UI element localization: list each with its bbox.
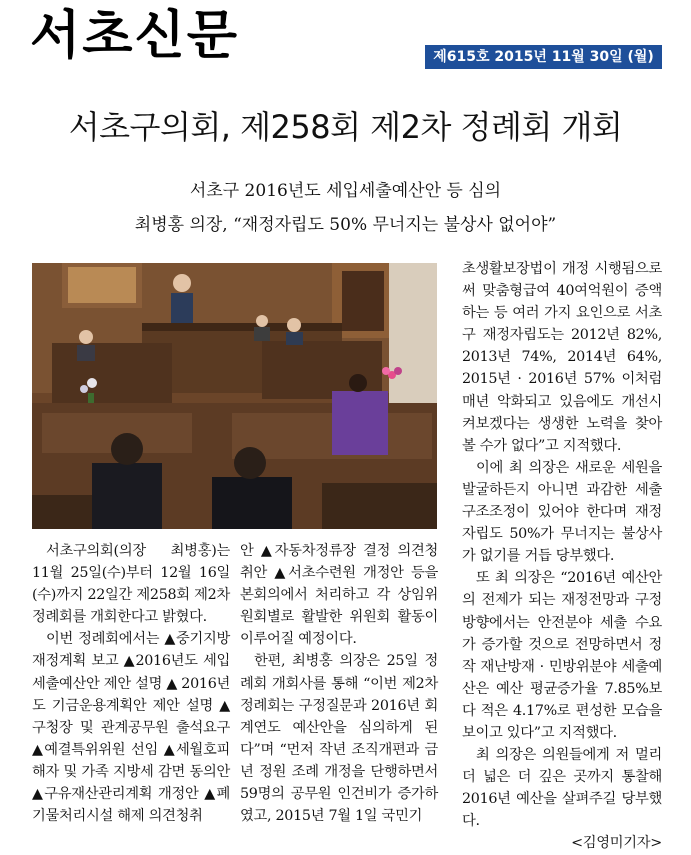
article-paragraph: 이에 최 의장은 새로운 세원을 발굴하든지 아니면 과감한 세출 구조조정이 있어야 한다며 재정자립도 50%가 무너지는 불상사가 없기를 거듭 당부했다. — [462, 459, 662, 565]
article-paragraph: 또 최 의장은 “2016년 예산안의 전제가 되는 재정전망과 구정방향에서는 안전분야 세출 수요가 증가할 것으로 전망하면서 정작 재난방재 · 민방위분야 세출예산은 예산 평균증가율 7.85%보다 적은 4.17%로 편성한 모습을 보이고 있다”고 지적했다. — [462, 570, 662, 741]
article-headline: 서초구의회, 제258회 제2차 정례회 개회 — [68, 108, 623, 146]
article-column-1 — [32, 540, 230, 827]
article-paragraph: 안 ▲자동차정류장 결정 의견청취안 ▲서초수련원 개정안 등을 본회의에서 처리하고 각 상임위원회별로 활발한 위원회 활동이 이루어질 예정이다. — [240, 543, 438, 648]
article-subhead: 최병홍 의장, “재정자립도 50% 무너지는 불상사 없어야” — [134, 215, 557, 235]
issue-date-banner: 제615호 2015년 11월 30일 (월) — [425, 45, 662, 69]
article-paragraph: 서초구의회(의장 최병홍)는 11월 25일(수)부터 12월 16일(수)까지 22일간 제258회 제2차 정례회를 개회한다고 밝혔다. — [32, 543, 230, 626]
article-paragraph: 한편, 최병홍 의장은 25일 정례회 개회사를 통해 “이번 제2차 정례회는 구정질문과 2016년 회계연도 예산안을 심의하게 된다”며 “먼저 작년 조직개편과 금년 정원 조례 개정을 단행하면서 59명의 공무원 인건비가 증가하였고, 2015년 7월 1일 국민기 — [240, 653, 438, 825]
article-paragraph: 이번 정례회에서는 ▲중기지방재정계획 보고 ▲2016년도 세입세출예산안 제안 설명 ▲ 2016년도 기금운용계획안 제안 설명 ▲구청장 및 관계공무원 출석요구 ▲예결특위위원 선임 ▲세월호피해자 및 가족 지방세 감면 동의안 ▲구유재산관리계획 개정안 ▲폐기물처리시설 해제 의견청취 — [32, 631, 230, 825]
newspaper-masthead: 서초신문 — [30, 6, 239, 66]
article-photo — [32, 263, 437, 529]
article-byline: <김영미기자> — [571, 835, 662, 852]
article-column-2 — [240, 540, 438, 827]
article-subhead: 서초구 2016년도 세입세출예산안 등 심의 — [189, 181, 502, 201]
article-paragraph: 초생활보장법이 개정 시행됨으로써 맞춤형급여 40여억원이 증액하는 등 여러 가지 요인으로 서초구 재정자립도는 2012년 82%, 2013년 74%, 2014년 64%, 2015년 · 2016년 57% 이처럼 매년 악화되고 있음에도 개선시켜보겠다는 생생한 노력을 찾아볼 수가 없다”고 지적했다. — [462, 261, 662, 454]
council-chamber-illustration — [32, 263, 437, 529]
article-column-3 — [462, 258, 662, 855]
article-paragraph: 최 의장은 의원들에게 저 멀리 더 넓은 더 깊은 곳까지 통찰해 2016년 예산을 살펴주길 당부했다. — [462, 747, 662, 830]
